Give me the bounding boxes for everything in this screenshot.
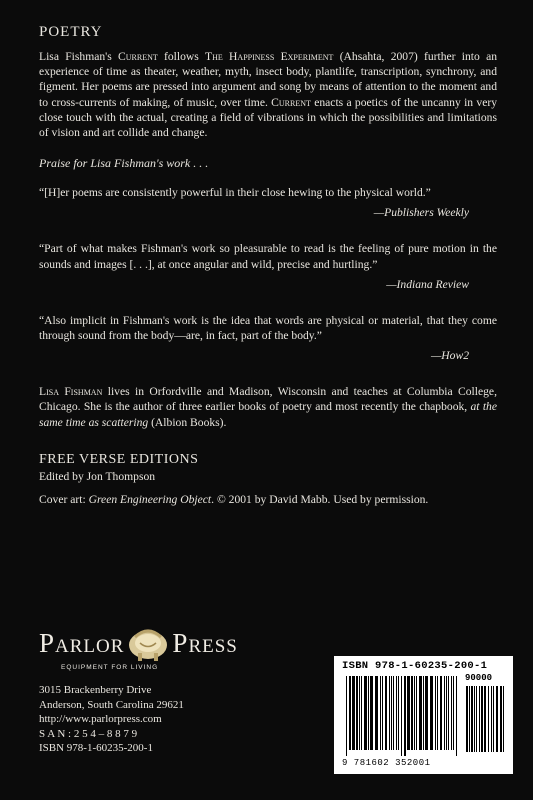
barcode-bar [393,676,394,750]
barcode-bar [375,676,378,750]
barcode-bar [471,686,473,752]
review-quote [39,241,497,290]
isbn-line: ISBN 978-1-60235-200-1 [39,742,153,754]
blurb-text: follows [157,50,206,63]
chapbook-title: at the same time as scattering [39,400,497,429]
quote-source: —How2 [430,349,469,363]
barcode-bar [385,676,387,750]
barcode-bar [430,676,433,750]
publisher-url: http://www.parlorpress.com [39,713,162,725]
barcode-bar [391,676,392,750]
review-quote [39,185,497,219]
address-line: 3015 Brackenberry Drive [39,684,152,696]
barcode-bar [401,676,402,756]
barcode-bar [456,676,457,756]
isbn-barcode [334,656,513,774]
book-title: Current [271,95,311,109]
barcode-bar [416,676,417,750]
category-label: POETRY [39,24,103,40]
barcode-bar [389,676,390,750]
barcode-bar [368,676,369,750]
barcode-bar [346,676,347,756]
quote-text: “Also implicit in Fishman's work is the idea that words are physical or material, that they come through sound from the body—are, in fact, part of the body.” [39,313,497,343]
cover-credit-suffix: . © 2001 by David Mabb. Used by permission. [211,492,429,506]
barcode-bar [491,686,492,752]
review-quote [39,313,497,362]
barcode-bar [469,686,470,752]
author-bio [39,384,497,430]
barcode-bar [500,686,502,752]
barcode-bar [474,686,475,752]
previous-book-title: The Happiness Experiment [205,50,334,63]
barcode-bar [349,676,351,750]
praise-heading: Praise for Lisa Fishman's work . . . [39,156,209,171]
book-description [39,49,497,140]
book-title: Current [118,50,158,63]
barcode-bar [484,686,486,752]
barcode-bar [364,676,367,750]
quote-text: “[H]er poems are consistently powerful in their close hewing to the physical world.” [39,186,431,200]
barcode-bar [361,676,362,750]
barcode-bar [411,676,413,750]
quote-source: —Publishers Weekly [373,206,469,220]
barcode-bar [352,676,355,750]
blurb-text: Lisa Fishman's [39,50,119,63]
san-number: S A N : 2 5 4 – 8 8 7 9 [39,727,138,740]
barcode-bar [503,686,504,752]
barcode-bar [414,676,415,750]
barcode-bar [425,676,428,750]
barcode-bar [466,686,468,752]
barcode-bar [476,686,477,752]
bio-text: lives in Orfordville and Madison, Wisconsin and teaches at Columbia College, Chicago. She is the author of three earlier books of poetry and most recently the chapbook, [39,385,497,414]
barcode-bars [344,676,506,758]
publisher-block [39,622,299,756]
barcode-bar [419,676,422,750]
barcode-bar [370,676,373,750]
publisher-logo [39,622,299,664]
barcode-bar [479,686,480,752]
barcode-bar [451,676,452,750]
cover-art-title: Green Engineering Object [88,492,212,506]
author-name: Lisa Fishman [39,385,103,399]
blurb-text: enacts a poetics of the uncanny in very close touch with the actual, creating a field of vibrations in which the possibilities and limitations of vision and art collide and change. [39,95,498,140]
parlor-chair-icon [126,623,170,663]
quote-source: —Indiana Review [386,277,469,291]
quote-text: “Part of what makes Fishman's work so pleasurable to read is the feeling of pure motion in the sounds and images [. . .], at once angular and wild, precise and hurtling.” [39,242,497,271]
cover-credit [39,493,497,506]
address-line: Anderson, South Carolina 29621 [39,698,184,711]
barcode-bar [359,676,360,750]
barcode-bar [382,676,383,750]
barcode-isbn-label: ISBN 978-1-60235-200-1 [342,660,488,672]
barcode-bar [356,676,358,750]
barcode-bar [453,676,454,750]
barcode-bar [398,676,399,750]
cover-credit-prefix: Cover art: [39,492,89,506]
barcode-bar [444,676,445,750]
barcode-bar [493,686,494,752]
barcode-bar [440,676,442,750]
barcode-bar [423,676,424,750]
barcode-bar [404,676,406,756]
blurb-text: (Ahsahta, 2007) further into an experience of time as theater, weather, myth, insect body, plantlife, transcription, synchrony, and figment. Her poems are pressed into argument and song by means of attention to the moment and to cross-currents of making, of music, over time. [39,50,498,109]
barcode-bar [488,686,489,752]
back-cover-text [39,24,497,506]
barcode-bar [496,686,498,752]
barcode-bar [380,676,381,750]
logo-word-right: Press [172,627,238,658]
bio-text: (Albion Books). [148,415,227,429]
barcode-bar [407,676,410,750]
barcode-bar [435,676,436,750]
publisher-address [39,683,299,756]
barcode-addon-number: 90000 [465,673,493,683]
barcode-bar [448,676,449,750]
series-editor: Edited by Jon Thompson [39,469,156,483]
logo-word-left: Parlor [39,627,125,658]
barcode-bar [396,676,397,750]
series-name: FREE VERSE EDITIONS [39,451,199,467]
barcode-ean-digits: 9 781602 352001 [342,758,431,768]
barcode-bar [481,686,483,752]
publisher-tagline: EQUIPMENT FOR LIVING [61,664,159,671]
barcode-bar [437,676,438,750]
barcode-bar [446,676,447,750]
